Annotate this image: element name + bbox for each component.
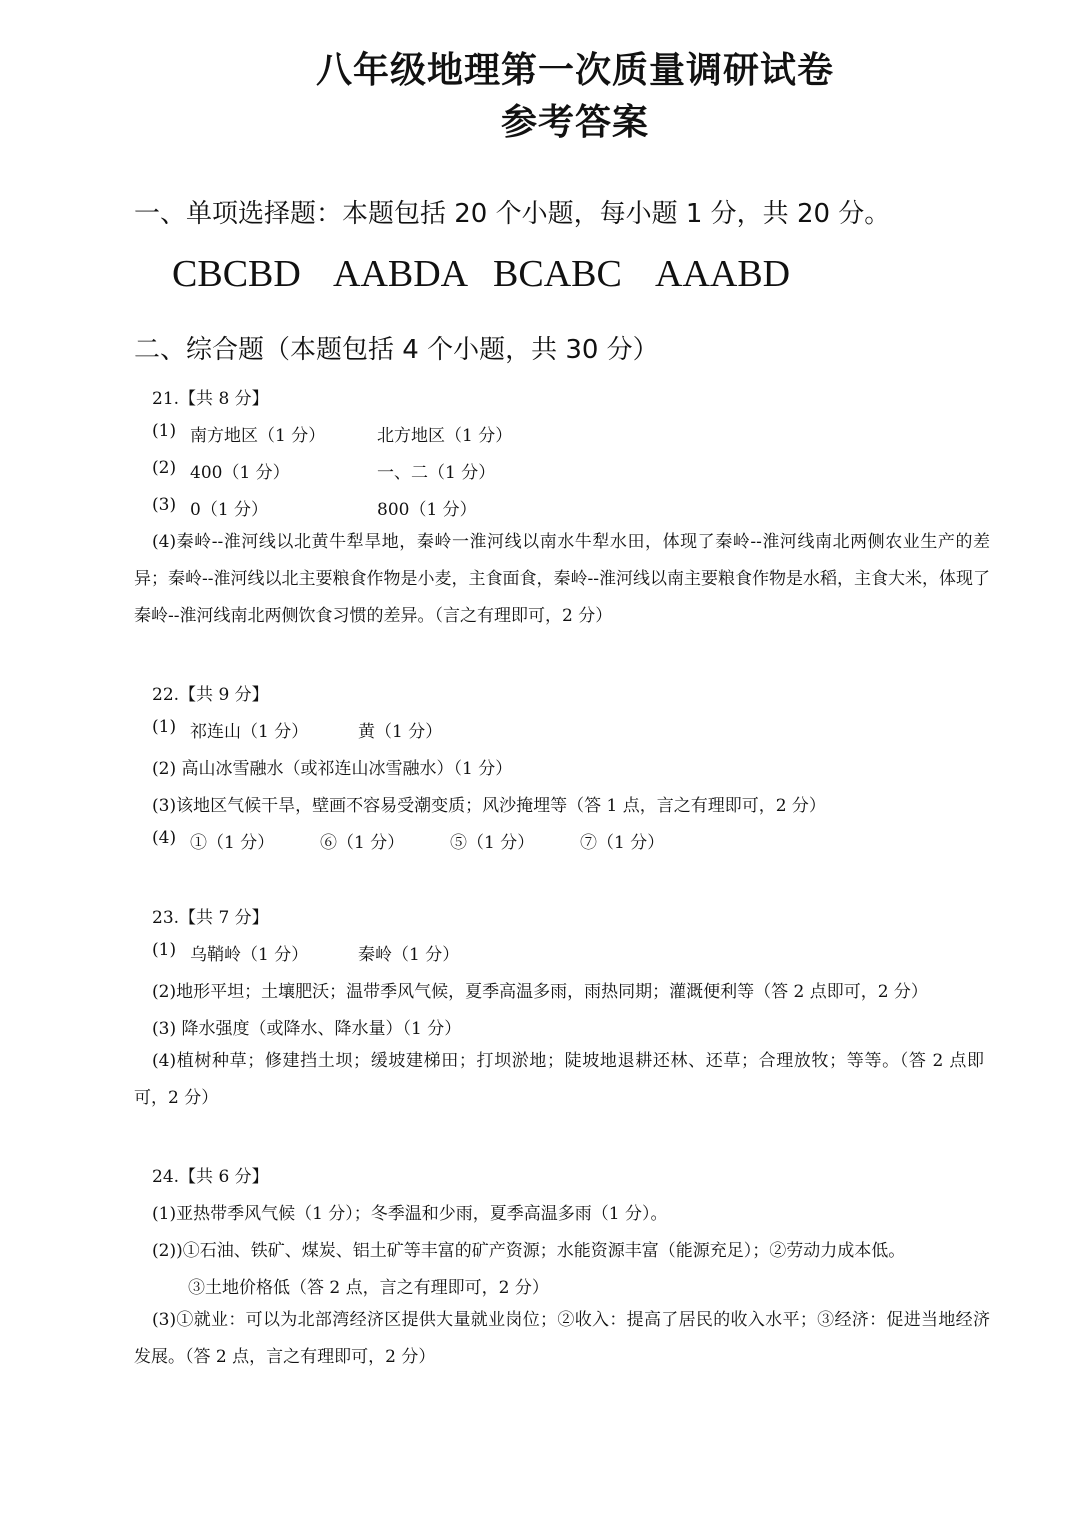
q22-p1-num: (1) [152, 717, 177, 737]
section2-heading: 二、综合题（本题包括 4 个小题，共 30 分） [134, 335, 659, 365]
q22-p1-b: 黄（1 分） [358, 722, 443, 742]
q24-p2b: ③土地价格低（答 2 点，言之有理即可，2 分） [188, 1278, 549, 1298]
q23-p2: (2)地形平坦；土壤肥沃；温带季风气候，夏季高温多雨，雨热同期；灌溉便利等（答 2 点即可，2 分） [152, 982, 928, 1002]
page-title: 八年级地理第一次质量调研试卷 [315, 50, 834, 91]
q22-title: 22.【共 9 分】 [152, 685, 269, 705]
q21-p3-b: 800（1 分） [377, 500, 477, 520]
answer-group-2: AABDA [333, 253, 469, 295]
q21-p2-b: 一、二（1 分） [377, 463, 496, 483]
q21-p1-b: 北方地区（1 分） [377, 426, 513, 446]
q23-title: 23.【共 7 分】 [152, 908, 269, 928]
q24-p2a: (2))①石油、铁矿、煤炭、铝土矿等丰富的矿产资源；水能资源丰富（能源充足）；②劳动力成本低。 [152, 1241, 906, 1261]
q22-p4-a: ①（1 分） [190, 833, 275, 853]
q23-p1-num: (1) [152, 940, 177, 960]
q22-p4-b: ⑥（1 分） [320, 833, 405, 853]
answer-group-1: CBCBD [172, 253, 301, 295]
q23-p1-a: 乌鞘岭（1 分） [190, 945, 309, 965]
section1-heading: 一、单项选择题：本题包括 20 个小题，每小题 1 分，共 20 分。 [134, 199, 891, 229]
q24-title: 24.【共 6 分】 [152, 1167, 269, 1187]
q22-p3: (3)该地区气候干旱，壁画不容易受潮变质；风沙掩埋等（答 1 点，言之有理即可，2 分） [152, 796, 826, 816]
q23-p4: (4)植树种草；修建挡土坝；缓坡建梯田；打坝淤地；陡坡地退耕还林、还草；合理放牧；等等。（答 2 点即可，2 分） [134, 1051, 984, 1108]
q21-p2-a: 400（1 分） [190, 463, 290, 483]
q23-p1-b: 秦岭（1 分） [358, 945, 460, 965]
answer-group-3: BCABC [493, 253, 622, 295]
q24-p3: (3)①就业：可以为北部湾经济区提供大量就业岗位；②收入：提高了居民的收入水平；③经济：促进当地经济发展。（答 2 点，言之有理即可，2 分） [134, 1310, 990, 1367]
q23-p3: (3) 降水强度（或降水、降水量）（1 分） [152, 1019, 462, 1039]
q21-p4: (4)秦岭--淮河线以北黄牛犁旱地，秦岭一淮河线以南水牛犁水田，体现了秦岭--淮河线南北两侧农业生产的差异；秦岭--淮河线以北主要粮食作物是小麦，主食面食，秦岭--淮河线以南主要粮食作物是水稻，主食大米，体现了秦岭--淮河线南北两侧饮食习惯的差异。（言之有理即可，2 分） [134, 532, 990, 626]
page-subtitle: 参考答案 [500, 102, 649, 143]
q22-p4-c: ⑤（1 分） [450, 833, 535, 853]
q21-p3-num: (3) [152, 495, 177, 515]
q22-p1-a: 祁连山（1 分） [190, 722, 309, 742]
q22-p4-num: (4) [152, 828, 177, 848]
q21-p1-num: (1) [152, 421, 177, 441]
q21-p2-num: (2) [152, 458, 177, 478]
q21-p1-a: 南方地区（1 分） [190, 426, 326, 446]
q22-p4-d: ⑦（1 分） [580, 833, 665, 853]
q22-p2: (2) 高山冰雪融水（或祁连山冰雪融水）（1 分） [152, 759, 513, 779]
q21-p3-a: 0（1 分） [190, 500, 269, 520]
q21-title: 21.【共 8 分】 [152, 389, 269, 409]
answer-group-4: AAABD [655, 253, 791, 295]
q24-p1: (1)亚热带季风气候（1 分）；冬季温和少雨，夏季高温多雨（1 分）。 [152, 1204, 668, 1224]
